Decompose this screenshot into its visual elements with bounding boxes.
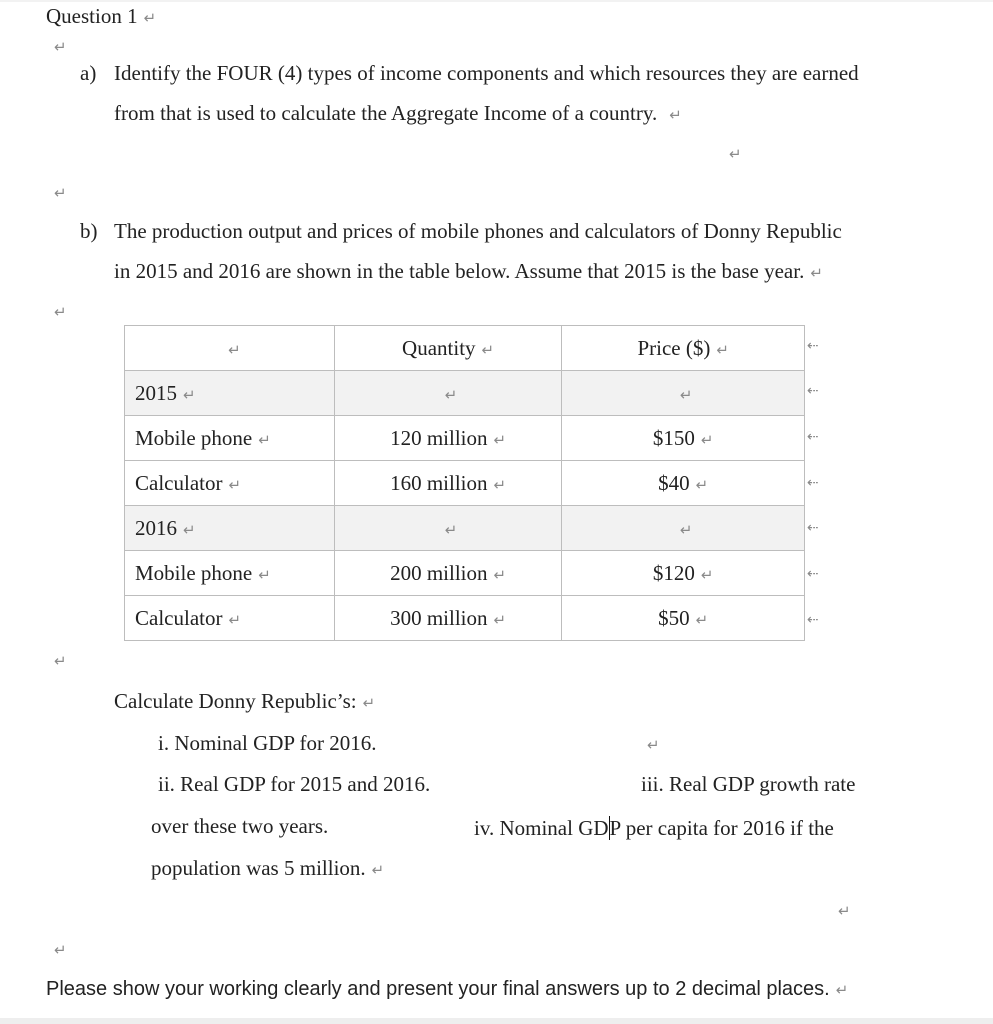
paragraph-mark-icon: ↵	[143, 9, 157, 27]
cell-end-mark-icon: ↵	[258, 565, 271, 584]
row-end-mark-icon: ⇠	[807, 338, 819, 354]
cell-end-mark-icon: ↵	[493, 565, 507, 584]
cell-end-mark-icon: ↵	[481, 340, 495, 359]
row-end-mark-icon: ⇠	[807, 383, 819, 399]
row-end-mark-icon: ⇠	[807, 612, 819, 628]
cell-end-mark-icon: ↵	[258, 430, 271, 449]
price-cell[interactable]: $50 ↵	[562, 596, 805, 641]
row-label-cell[interactable]: 2016 ↵	[125, 506, 335, 551]
paragraph-mark-icon: ↵	[362, 694, 376, 712]
footer-instruction: Please show your working clearly and present your final answers up to 2 decimal places. ↵	[46, 978, 849, 1000]
price-cell[interactable]: $150 ↵	[562, 416, 805, 461]
row-end-mark-icon: ⇠	[807, 566, 819, 582]
cell-end-mark-icon: ↵	[700, 565, 714, 584]
price-cell[interactable]	[562, 506, 805, 551]
part-b-line1: The production output and prices of mobile phones and calculators of Donny Republic	[114, 219, 842, 243]
paragraph-mark-icon: ↵	[54, 38, 67, 56]
part-a-line1: Identify the FOUR (4) types of income components and which resources they are earned	[114, 61, 859, 85]
production-table	[124, 325, 805, 641]
quantity-cell[interactable]	[334, 506, 562, 551]
row-label-cell[interactable]: Calculator ↵	[125, 596, 335, 641]
calc-item-i: i. Nominal GDP for 2016.	[158, 731, 377, 755]
paragraph-mark-icon: ↵	[54, 184, 67, 202]
table-row	[125, 551, 805, 596]
row-label-cell[interactable]: Calculator ↵	[125, 461, 335, 506]
page-top-edge	[0, 0, 993, 2]
price-cell[interactable]: $120 ↵	[562, 551, 805, 596]
cell-end-mark-icon: ↵	[493, 475, 507, 494]
cell-end-mark-icon: ↵	[183, 520, 196, 539]
row-end-mark-icon: ⇠	[807, 429, 819, 445]
table-row	[125, 416, 805, 461]
part-b-line2: in 2015 and 2016 are shown in the table below. Assume that 2015 is the base year. ↵	[114, 259, 823, 283]
row-label-cell[interactable]: Mobile phone ↵	[125, 416, 335, 461]
header-cell-price[interactable]: Price ($) ↵	[562, 326, 805, 371]
header-cell-empty[interactable]	[125, 326, 335, 371]
row-end-mark-icon: ⇠	[807, 475, 819, 491]
question-title: Question 1 ↵	[46, 4, 157, 28]
calc-item-iii: iii. Real GDP growth rate	[641, 772, 856, 796]
quantity-cell[interactable]: 200 million ↵	[334, 551, 562, 596]
row-label-cell[interactable]: Mobile phone ↵	[125, 551, 335, 596]
row-end-mark-icon: ⇠	[807, 520, 819, 536]
paragraph-mark-icon: ↵	[729, 145, 742, 163]
price-cell[interactable]	[562, 371, 805, 416]
cell-end-mark-icon: ↵	[444, 520, 458, 539]
table-row	[125, 371, 805, 416]
calculate-intro: Calculate Donny Republic’s: ↵	[114, 689, 376, 713]
cell-end-mark-icon: ↵	[716, 340, 729, 359]
paragraph-mark-icon: ↵	[54, 303, 67, 321]
paragraph-mark-icon: ↵	[54, 652, 67, 670]
calc-item-iv[interactable]: iv. Nominal GDP per capita for 2016 if the	[474, 816, 834, 840]
paragraph-mark-icon: ↵	[669, 106, 682, 124]
paragraph-mark-icon: ↵	[835, 981, 849, 999]
cell-end-mark-icon: ↵	[183, 385, 196, 404]
cell-end-mark-icon: ↵	[493, 430, 507, 449]
page-bottom-edge	[0, 1018, 993, 1024]
paragraph-mark-icon: ↵	[838, 902, 851, 920]
quantity-cell[interactable]	[334, 371, 562, 416]
paragraph-mark-icon: ↵	[54, 941, 67, 959]
price-cell[interactable]: $40 ↵	[562, 461, 805, 506]
cell-end-mark-icon: ↵	[228, 610, 242, 629]
cell-end-mark-icon: ↵	[228, 475, 242, 494]
table-row	[125, 506, 805, 551]
cell-end-mark-icon: ↵	[493, 610, 507, 629]
calc-item-ii: ii. Real GDP for 2015 and 2016.	[158, 772, 431, 796]
part-a-line2: from that is used to calculate the Aggregate Income of a country. ↵	[114, 101, 682, 125]
cell-end-mark-icon: ↵	[695, 610, 709, 629]
quantity-cell[interactable]: 300 million ↵	[334, 596, 562, 641]
table-header-row	[125, 326, 805, 371]
table-row	[125, 461, 805, 506]
header-cell-quantity[interactable]: Quantity ↵	[334, 326, 562, 371]
cell-end-mark-icon: ↵	[444, 385, 458, 404]
calc-item-iv-cont: population was 5 million. ↵	[151, 856, 385, 880]
quantity-cell[interactable]: 120 million ↵	[334, 416, 562, 461]
paragraph-mark-icon: ↵	[810, 264, 823, 282]
paragraph-mark-icon: ↵	[371, 861, 385, 879]
quantity-cell[interactable]: 160 million ↵	[334, 461, 562, 506]
row-label-cell[interactable]: 2015 ↵	[125, 371, 335, 416]
calc-item-iii-cont: over these two years.	[151, 814, 329, 838]
cell-end-mark-icon: ↵	[679, 520, 693, 539]
cell-end-mark-icon: ↵	[679, 385, 693, 404]
paragraph-mark-icon: ↵	[647, 736, 660, 754]
table-row	[125, 596, 805, 641]
part-a-label: a)	[80, 61, 97, 85]
cell-end-mark-icon: ↵	[700, 430, 714, 449]
part-b-label: b)	[80, 219, 98, 243]
cell-end-mark-icon: ↵	[228, 340, 241, 359]
cell-end-mark-icon: ↵	[695, 475, 709, 494]
